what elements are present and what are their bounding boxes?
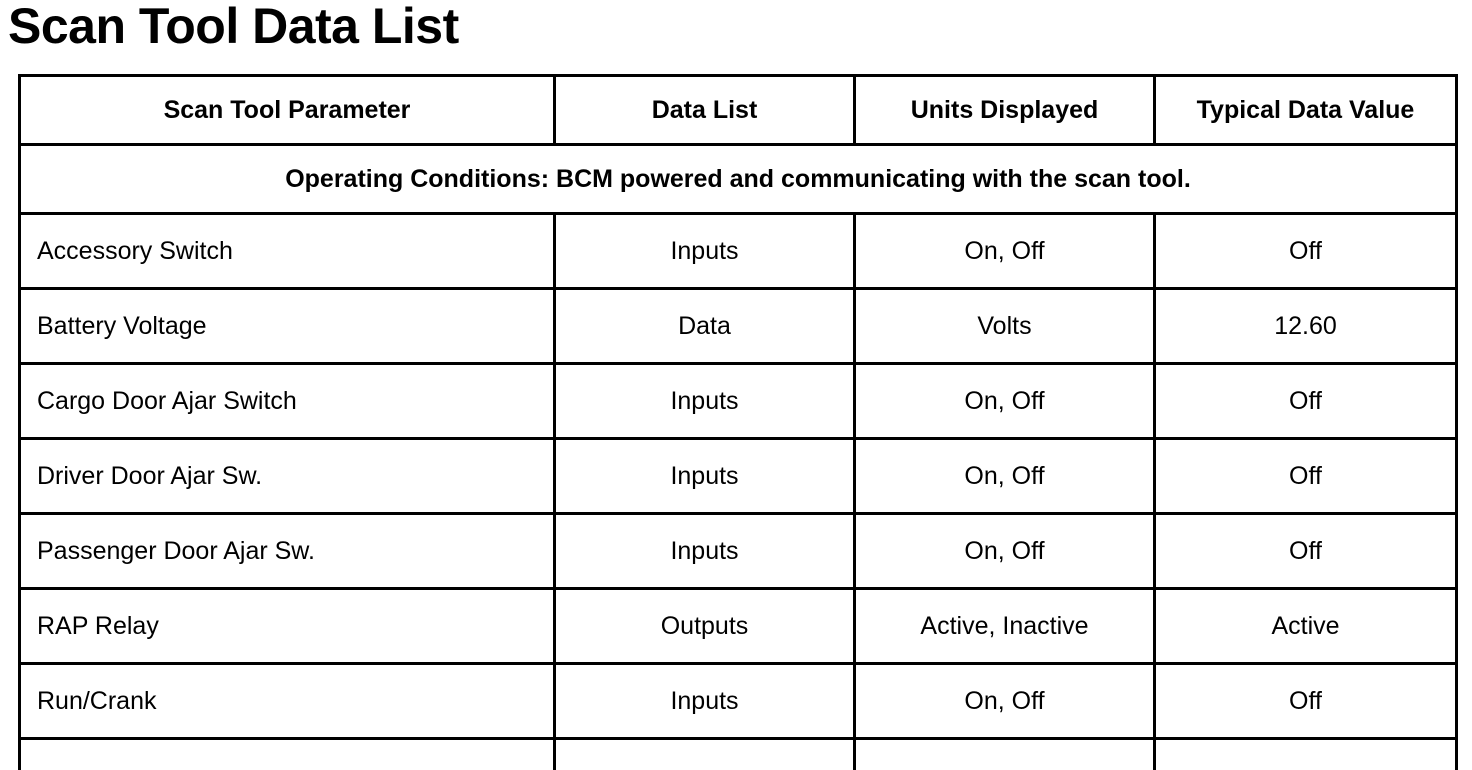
typical-value-cell: Off <box>1155 514 1457 589</box>
data-list-cell: Data <box>555 289 855 364</box>
header-scan-tool-parameter: Scan Tool Parameter <box>20 76 555 145</box>
units-cell: On, Off <box>855 664 1155 739</box>
empty-cell <box>855 739 1155 770</box>
parameter-cell: Cargo Door Ajar Switch <box>20 364 555 439</box>
operating-conditions: Operating Conditions: BCM powered and communicating with the scan tool. <box>20 145 1457 214</box>
data-list-cell: Inputs <box>555 664 855 739</box>
parameter-cell: Battery Voltage <box>20 289 555 364</box>
typical-value-cell: Off <box>1155 364 1457 439</box>
page-title: Scan Tool Data List <box>8 0 459 54</box>
data-list-cell: Inputs <box>555 514 855 589</box>
parameter-cell: Accessory Switch <box>20 214 555 289</box>
table-row <box>20 664 1457 739</box>
units-cell: On, Off <box>855 439 1155 514</box>
units-cell: Volts <box>855 289 1155 364</box>
table-row <box>20 364 1457 439</box>
typical-value-cell: 12.60 <box>1155 289 1457 364</box>
empty-cell <box>1155 739 1457 770</box>
operating-conditions-row <box>20 145 1457 214</box>
parameter-cell: Passenger Door Ajar Sw. <box>20 514 555 589</box>
scan-tool-data-table <box>18 74 1458 770</box>
units-cell: Active, Inactive <box>855 589 1155 664</box>
typical-value-cell: Off <box>1155 664 1457 739</box>
typical-value-cell: Off <box>1155 439 1457 514</box>
table-row <box>20 439 1457 514</box>
parameter-cell: RAP Relay <box>20 589 555 664</box>
empty-cell <box>20 739 555 770</box>
data-list-cell: Inputs <box>555 214 855 289</box>
empty-cell <box>555 739 855 770</box>
header-units-displayed: Units Displayed <box>855 76 1155 145</box>
data-list-cell: Inputs <box>555 364 855 439</box>
data-list-cell: Outputs <box>555 589 855 664</box>
units-cell: On, Off <box>855 214 1155 289</box>
typical-value-cell: Off <box>1155 214 1457 289</box>
table-row <box>20 514 1457 589</box>
header-typical-data-value: Typical Data Value <box>1155 76 1457 145</box>
table-row-cut-off <box>20 739 1457 770</box>
parameter-cell: Run/Crank <box>20 664 555 739</box>
table-row <box>20 214 1457 289</box>
parameter-cell: Driver Door Ajar Sw. <box>20 439 555 514</box>
table-row <box>20 289 1457 364</box>
header-data-list: Data List <box>555 76 855 145</box>
typical-value-cell: Active <box>1155 589 1457 664</box>
units-cell: On, Off <box>855 364 1155 439</box>
table-header-row <box>20 76 1457 145</box>
units-cell: On, Off <box>855 514 1155 589</box>
table-row <box>20 589 1457 664</box>
data-list-cell: Inputs <box>555 439 855 514</box>
